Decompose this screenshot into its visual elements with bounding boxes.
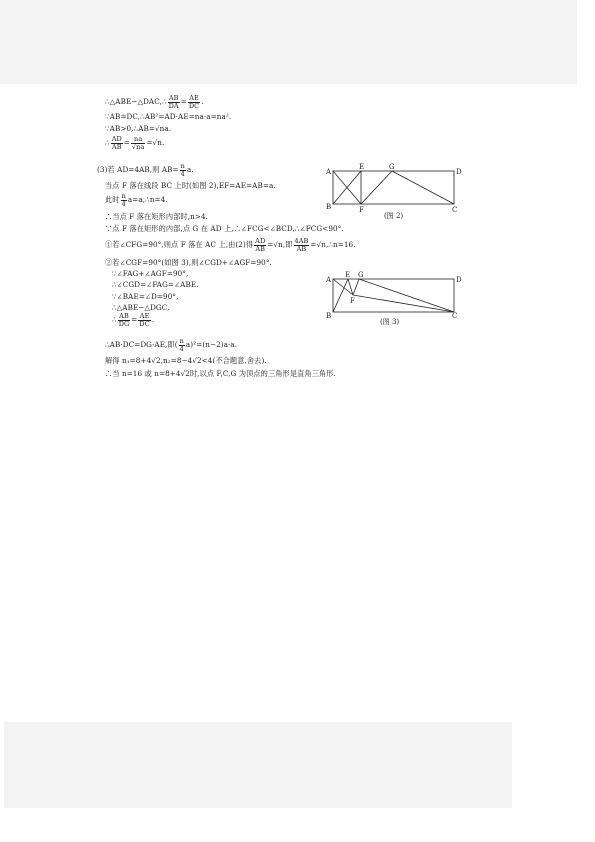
fraction [180,163,186,177]
text: =√n. [146,138,165,147]
fraction [138,313,150,327]
text: = [123,138,130,147]
fraction [168,95,180,109]
numerator: n [179,337,184,345]
solution-line-8: ∴当点 F 落在矩形内部时,n>4. [105,212,209,221]
text: 此时 [105,195,120,204]
solution-line-5 [97,163,194,177]
label-f: F [350,297,355,305]
text: ∴AB·DC=DG·AE,即( [105,340,178,349]
denominator: DG [118,319,130,328]
label-b: B [326,312,332,320]
text: =√n,∴n=16. [310,240,356,249]
figure-2-diagram [322,162,462,214]
solution-line-16 [112,313,154,327]
label-c: C [452,312,458,320]
denominator: √na [131,142,145,151]
text: . [201,97,204,106]
text: =√n,即 [267,240,293,249]
figure-3 [322,268,462,320]
segment-fc [353,295,454,312]
numerator: n [180,162,185,170]
segment-fg [353,279,359,295]
fraction [121,193,127,207]
solution-line-14: ∵∠BAE=∠D=90°, [112,292,179,301]
solution-line-18: 解得 n₁=8+4√2,n₂=8−4√2<4(不合题意,舍去). [105,356,267,365]
numerator: AB [168,94,179,102]
solution-line-12: ∵∠FAG+∠AGF=90°, [112,269,189,278]
numerator: AD [111,135,122,143]
solution-line-3: ∵AB>0,∴AB=√na. [105,124,172,133]
solution-line-13: ∴∠CGD=∠FAG=∠ABE. [112,280,199,289]
fraction [294,238,310,252]
numerator: AE [139,312,150,320]
label-g: G [358,271,364,279]
text: ∴ [112,315,117,324]
denominator: DA [168,101,179,110]
fraction [131,136,146,150]
denominator: AB [296,244,307,253]
rectangle-abcd [333,279,454,312]
denominator: AB [111,142,122,151]
solution-line-9: ∵点 F 落在矩形的内部,点 G 在 AD 上,∴∠FCG<∠BCD,∴∠FCG<90°. [105,224,344,233]
segment-af [333,279,353,295]
label-b: B [326,203,332,211]
denominator: DC [139,319,150,328]
solution-line-15: ∴△ABE∽△DGC, [112,303,170,312]
solution-line-19: ∴当 n=16 或 n=8+4√2时,以点 F,C,G 为顶点的三角形是直角三角形. [105,369,336,378]
bottom-gray-band [4,722,512,808]
rectangle-abcd [333,171,454,204]
solution-line-17 [105,338,237,352]
solution-line-7 [105,193,168,207]
label-e: E [345,271,351,279]
text: ①若∠CFG=90°,则点 F 落在 AC 上,由(2)得 [105,240,254,249]
fraction [254,238,266,252]
fraction [179,338,185,352]
label-d: D [456,276,462,284]
label-a: A [326,276,332,284]
segment-fg [361,171,392,204]
solution-line-10 [105,238,356,252]
numerator: 4AB [294,237,309,245]
numerator: na [131,136,146,144]
solution-line-6: 当点 F 落在线段 BC 上时(如图 2),EF=AE=AB=a. [105,181,276,190]
label-e: E [359,163,365,171]
text: a=a,∴n=4. [127,195,168,204]
label-f: F [359,206,364,214]
fraction [188,95,200,109]
text: a)²=(n−2)a·a. [185,340,238,349]
text: a. [186,165,194,174]
numerator: AB [119,312,129,320]
label-a: A [326,168,332,176]
fraction [118,313,131,327]
figure-3-caption: (图 3) [380,318,400,326]
text: . [151,315,155,324]
segment-gc [392,171,454,204]
figure-3-diagram [322,268,462,320]
denominator: 4 [179,344,184,353]
text: ∴ [105,138,110,147]
text: = [180,97,187,106]
segment-be [333,279,348,312]
text: ∴△ABE∽△DAC,∴ [105,97,167,106]
label-d: D [456,168,462,176]
solution-line-2: ∵AB=DC,∴AB²=AD·AE=na·a=na². [105,112,232,121]
denominator: 4 [180,169,185,178]
top-gray-band [0,0,577,84]
segment-gc [359,279,454,312]
solution-line-4 [105,136,164,150]
denominator: DC [188,101,200,110]
solution-line-1 [105,95,204,109]
text: (3)若 AD=4AB,则 AB= [97,165,179,174]
solution-line-11: ②若∠CGF=90°(如图 3),则∠CGD+∠AGF=90°. [105,258,272,267]
label-g: G [389,163,395,171]
denominator: 4 [121,199,126,208]
numerator: AE [189,94,199,102]
label-c: C [452,206,458,214]
figure-2-caption: (图 2) [384,212,404,220]
numerator: n [121,192,126,200]
text: = [131,315,138,324]
denominator: AB [255,244,266,253]
fraction [111,136,123,150]
numerator: AD [255,237,266,245]
figure-2 [322,162,462,214]
